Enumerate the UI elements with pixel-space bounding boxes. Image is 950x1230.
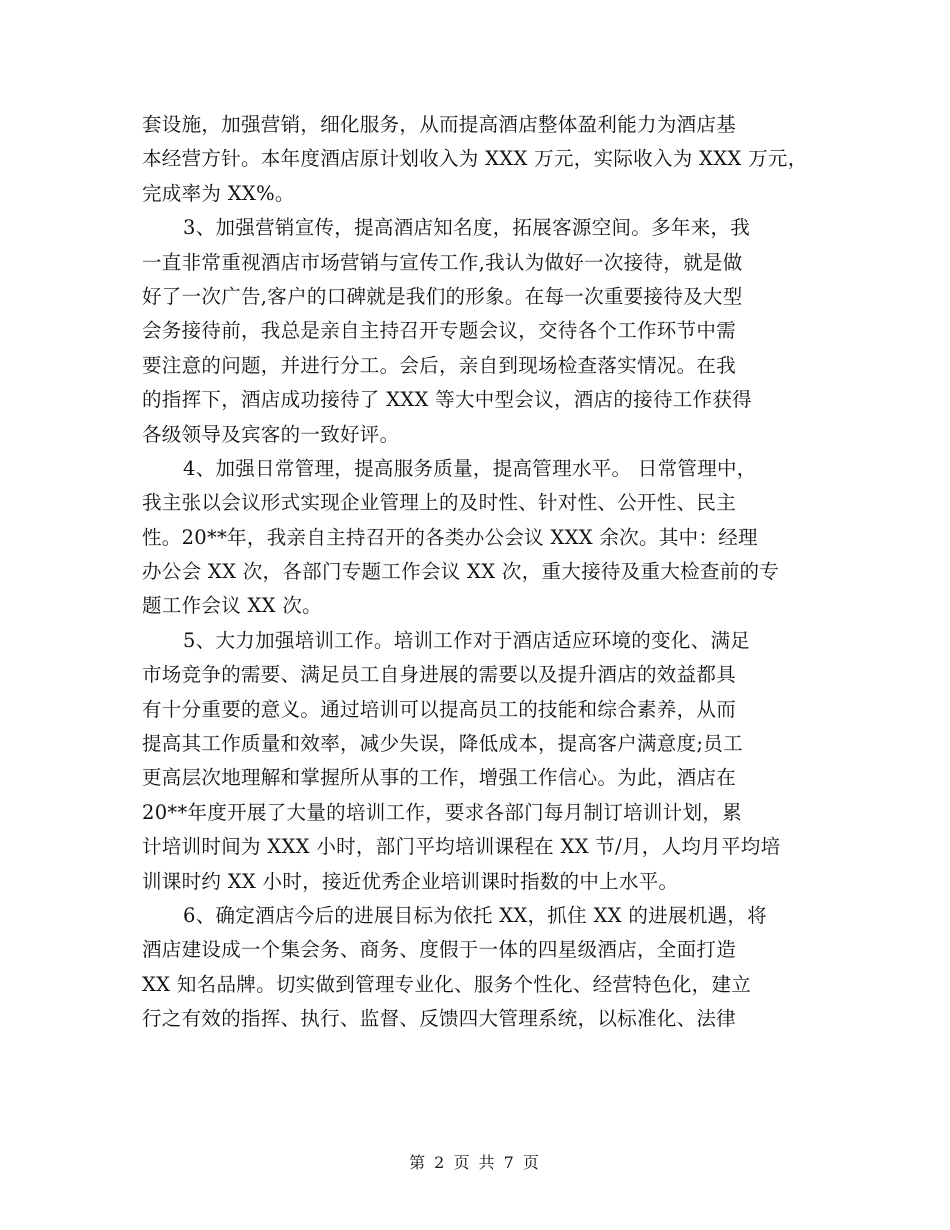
- text-line: 的指挥下，酒店成功接待了 XXX 等大中型会议，酒店的接待工作获得: [142, 388, 752, 412]
- text-line: 套设施，加强营销，细化服务，从而提高酒店整体盈利能力为酒店基: [142, 113, 737, 136]
- text-line: 题工作会议 XX 次。: [142, 594, 322, 618]
- text-line: 训课时约 XX 小时，接近优秀企业培训课时指数的中上水平。: [142, 869, 679, 893]
- text-line: XX 知名品牌。切实做到管理专业化、服务个性化、经营特色化，建立: [142, 972, 752, 996]
- text-line: 要注意的问题，并进行分工。会后，亲自到现场检查落实情况。在我: [142, 353, 737, 377]
- text-line: 各级领导及宾客的一致好评。: [142, 422, 400, 446]
- text-line: 本经营方针。本年度酒店原计划收入为 XXX 万元，实际收入为 XXX 万元，: [142, 147, 808, 171]
- page-number-footer: 第 2 页 共 7 页: [409, 1153, 541, 1172]
- text-line: 有十分重要的意义。通过培训可以提高员工的技能和综合素养，从而: [142, 697, 737, 721]
- paragraph-4-first-line: 4、加强日常管理，提高服务质量，提高管理水平。 日常管理中，: [183, 456, 757, 480]
- text-line: 更高层次地理解和掌握所从事的工作，增强工作信心。为此，酒店在: [142, 766, 737, 790]
- text-line: 完成率为 XX%。: [142, 181, 295, 205]
- text-line: 市场竞争的需要、满足员工自身进展的需要以及提升酒店的效益都具: [142, 663, 737, 687]
- text-line: 行之有效的指挥、执行、监督、反馈四大管理系统，以标准化、法律: [142, 1007, 737, 1031]
- document-body: [142, 108, 812, 1037]
- paragraph-3-first-line: 3、加强营销宣传，提高酒店知名度，拓展客源空间。多年来，我: [183, 216, 751, 240]
- text-line: 提高其工作质量和效率，减少失误，降低成本，提高客户满意度;员工: [142, 732, 743, 756]
- text-line: 一直非常重视酒店市场营销与宣传工作,我认为做好一次接待，就是做: [142, 250, 743, 274]
- paragraph-6-first-line: 6、确定酒店今后的进展目标为依托 XX，抓住 XX 的进展机遇，将: [183, 903, 767, 927]
- text-line: 我主张以会议形式实现企业管理上的及时性、针对性、公开性、民主: [142, 491, 737, 515]
- text-line: 会务接待前，我总是亲自主持召开专题会议，交待各个工作环节中需: [142, 319, 737, 343]
- text-line: 好了一次广告,客户的口碑就是我们的形象。在每一次重要接待及大型: [142, 284, 743, 308]
- paragraph-5-first-line: 5、大力加强培训工作。培训工作对于酒店适应环境的变化、满足: [183, 628, 751, 652]
- text-line: 性。20**年，我亲自主持召开的各类办公会议 XXX 余次。其中：经理: [142, 525, 758, 549]
- text-line: 酒店建设成一个集会务、商务、度假于一体的四星级酒店，全面打造: [142, 938, 737, 962]
- text-line: 办公会 XX 次，各部门专题工作会议 XX 次，重大接待及重大检查前的专: [142, 560, 780, 584]
- text-line: 20**年度开展了大量的培训工作，要求各部门每月制订培训计划，累: [142, 800, 742, 824]
- text-line: 计培训时间为 XXX 小时，部门平均培训课程在 XX 节/月，人均月平均培: [142, 835, 781, 859]
